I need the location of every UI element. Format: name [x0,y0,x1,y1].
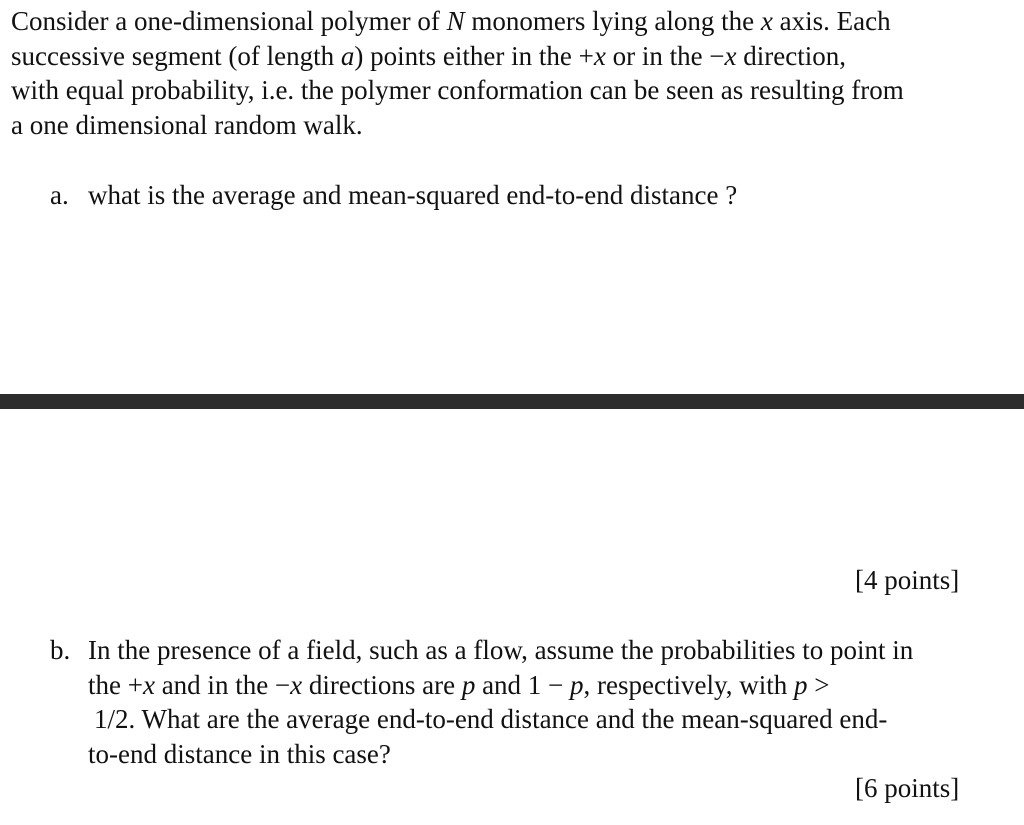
question-b-line-2: the +x and in the −x directions are p and 1 − p, respectively, with p > [88,670,830,700]
question-a-points: [4 points] [855,565,960,595]
problem-intro [11,4,1011,142]
question-b-line-3: 1/2. What are the average end-to-end distance and the mean-squared end- [94,704,888,734]
intro-line-2: successive segment (of length a) points either in the +x or in the −x direction, [11,40,846,71]
question-b-line-1: In the presence of a field, such as a flow, assume the probabilities to point in [88,635,914,665]
intro-line-1: Consider a one-dimensional polymer of N monomers lying along the x axis. Each [11,6,891,36]
question-a-text: what is the average and mean-squared end-to-end distance ? [88,180,738,210]
question-b-points: [6 points] [855,773,960,803]
question-b-line-4: to-end distance in this case? [88,739,391,769]
intro-line-3: with equal probability, i.e. the polymer conformation can be seen as resulting from [11,75,904,105]
question-b-marker: b. [50,635,71,665]
intro-line-4: a one dimensional random walk. [11,109,363,140]
question-a-marker: a. [50,180,69,210]
section-divider [0,394,1024,409]
